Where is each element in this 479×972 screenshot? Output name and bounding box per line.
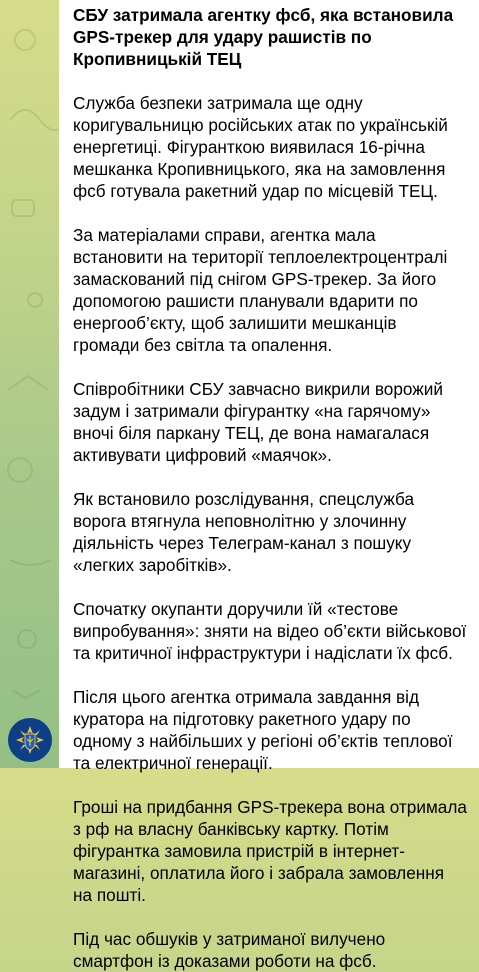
- message-paragraph-8: Під час обшуків у затриманої вилучено смартфон із доказами роботи на фсб.: [73, 929, 386, 971]
- message-title: СБУ затримала агентку фсб, яка встановила GPS-трекер для удару рашистів по Кропивницькій ТЕЦ: [73, 5, 454, 69]
- message-paragraph-4: Як встановило розслідування, спецслужба ворога втягнула неповнолітню у злочинну діяльність через Телеграм-канал з пошуку «легких заробітків».: [73, 489, 415, 575]
- message-bubble: [59, 0, 479, 971]
- message-paragraph-1: Служба безпеки затримала ще одну коригувальницю російських атак по українській енергетиці. Фігуранткою виявилася 16-річна мешканка Кропивницького, яка на замовлення фсб готувала ракетний удар по місцевій ТЕЦ.: [73, 93, 448, 201]
- message-paragraph-2: За матеріалами справи, агентка мала встановити на території теплоелектроцентралі замаскований під снігом GPS-трекер. За його допомогою рашисти планували вдарити по енергооб’єкту, щоб залишити мешканців громади без світла та опалення.: [73, 225, 448, 355]
- message-paragraph-3: Співробітники СБУ завчасно викрили ворожий задум і затримали фігурантку «на гарячому» вночі біля паркану ТЕЦ, де вона намагалася активувати цифровий «маячок».: [73, 379, 443, 465]
- channel-avatar[interactable]: [8, 718, 52, 762]
- message-paragraph-7: Гроші на придбання GPS-трекера вона отримала з рф на власну банківську картку. Потім фігурантка замовила пристрій в інтернет-магазині, оплатила його і забрала замовлення на пошті.: [73, 797, 467, 905]
- message-paragraph-5: Спочатку окупанти доручили їй «тестове випробування»: зняти на відео об’єкти військової та критичної інфраструктури і надіслати їх фсб.: [73, 599, 467, 663]
- message-paragraph-6: Після цього агентка отримала завдання від куратора на підготовку ракетного удару по одному з найбільших у регіоні об’єктів теплової та електричної генерації.: [73, 687, 453, 773]
- sbu-emblem-icon: [10, 720, 50, 760]
